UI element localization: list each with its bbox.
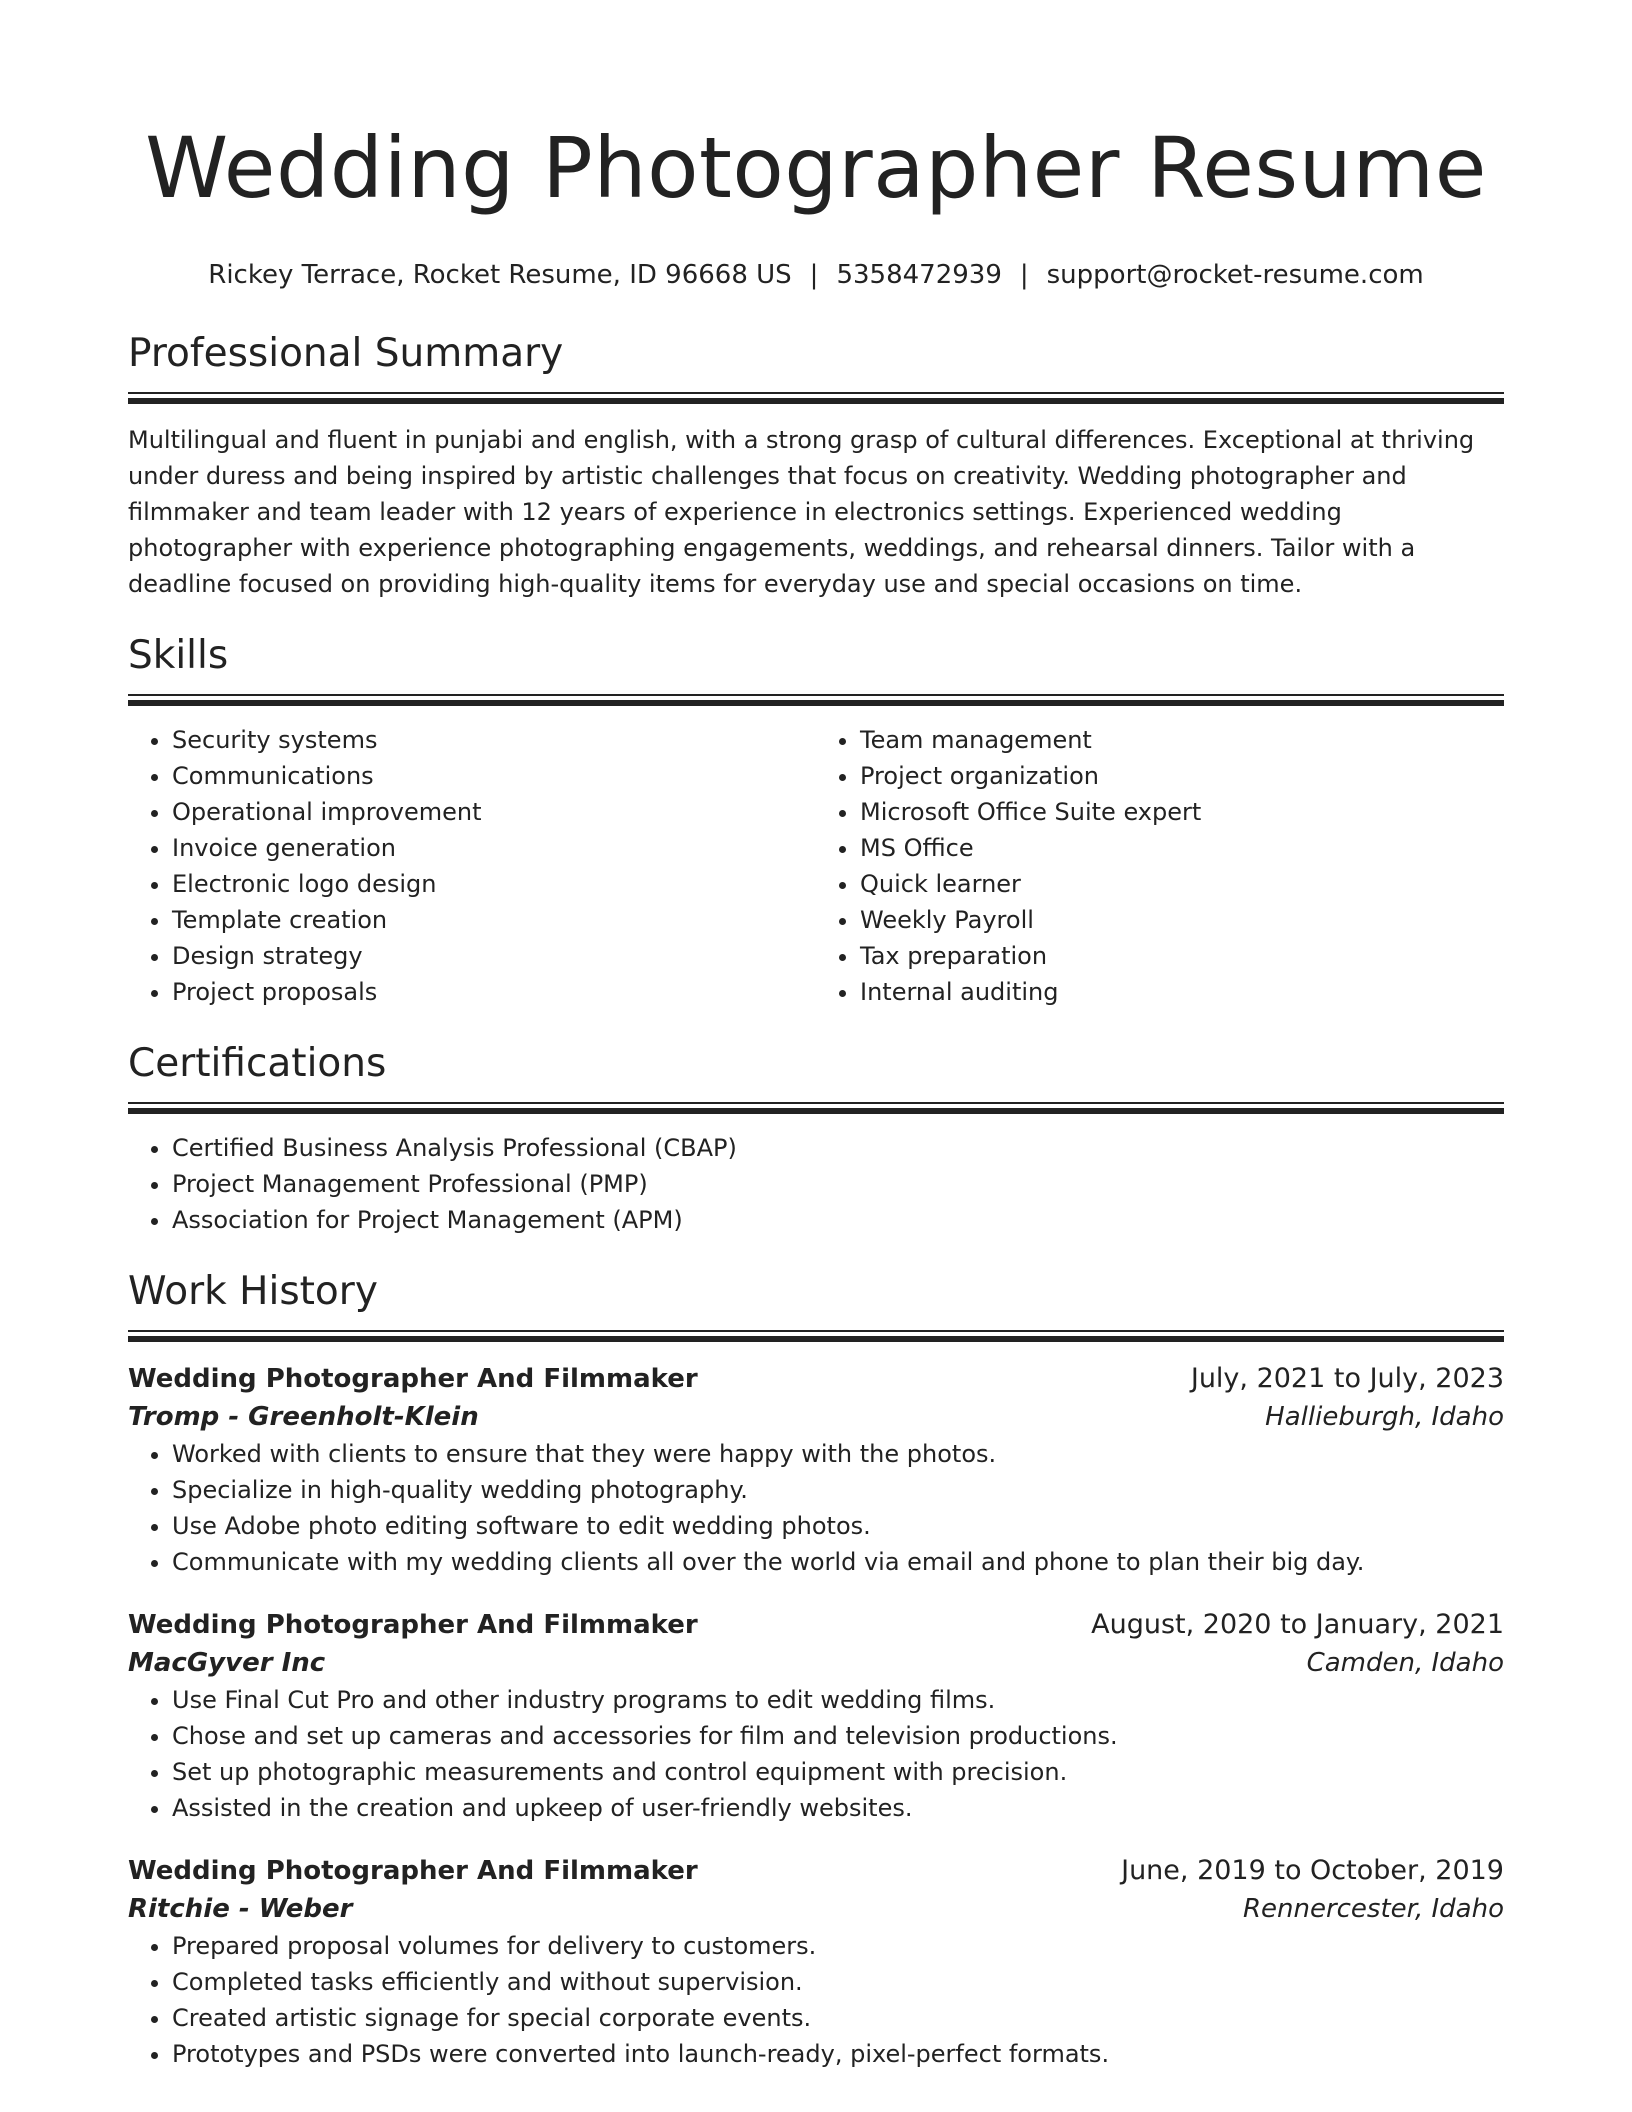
certifications-section	[128, 1040, 1504, 1238]
job-bullet: • Completed tasks efficiently and without supervision.	[172, 1964, 1504, 2000]
job-bullet: • Use Final Cut Pro and other industry programs to edit wedding films.	[172, 1682, 1504, 1718]
job-entry	[128, 1852, 1504, 2072]
work-history-section	[128, 1268, 1504, 2072]
contact-address: Rickey Terrace, Rocket Resume, ID 96668 US	[208, 260, 792, 290]
job-entry	[128, 1360, 1504, 1580]
job-bullet: • Specialize in high-quality wedding photography.	[172, 1472, 1504, 1508]
job-bullets	[128, 1928, 1504, 2072]
skill-item: • MS Office	[860, 830, 1504, 866]
skill-item: • Weekly Payroll	[860, 902, 1504, 938]
job-header	[128, 1852, 1504, 1890]
contact-line	[128, 258, 1504, 292]
skill-item: • Communications	[172, 758, 816, 794]
contact-phone: 5358472939	[836, 260, 1002, 290]
skill-item: • Team management	[860, 722, 1504, 758]
resume-title: Wedding Photographer Resume	[145, 119, 1487, 217]
job-title: Wedding Photographer And Filmmaker	[128, 1856, 698, 1886]
skills-list-right	[816, 722, 1504, 1010]
skill-item: • Internal auditing	[860, 974, 1504, 1010]
summary-text: Multilingual and fluent in punjabi and english, with a strong grasp of cultural differences. Exceptional at thriving under duress and being inspired by artistic challenges that focus on creativity. Wedding photographer and filmmaker and team leader with 12 years of experience in electronics settings. Experienced wedding photographer with experience photographing engagements, weddings, and rehearsal dinners. Tailor with a deadline focused on providing high-quality items for everyday use and special occasions on time.	[128, 426, 1475, 598]
job-bullet: • Worked with clients to ensure that they were happy with the photos.	[172, 1436, 1504, 1472]
job-location: Hallieburgh, Idaho	[1265, 1402, 1504, 1432]
job-bullet: • Set up photographic measurements and control equipment with precision.	[172, 1754, 1504, 1790]
section-divider	[128, 1330, 1504, 1342]
skill-item: • Tax preparation	[860, 938, 1504, 974]
job-bullet: • Created artistic signage for special corporate events.	[172, 2000, 1504, 2036]
job-subheader	[128, 1890, 1504, 1928]
skills-columns	[128, 722, 1504, 1010]
skill-item: • Operational improvement	[172, 794, 816, 830]
section-heading-summary: Professional Summary	[128, 331, 564, 376]
job-dates: June, 2019 to October, 2019	[1121, 1855, 1504, 1886]
certification-item: • Project Management Professional (PMP)	[172, 1166, 1504, 1202]
section-heading-work-history: Work History	[128, 1269, 378, 1314]
skills-list-left	[128, 722, 816, 1010]
job-subheader	[128, 1398, 1504, 1436]
job-bullet: • Use Adobe photo editing software to edit wedding photos.	[172, 1508, 1504, 1544]
job-bullets	[128, 1436, 1504, 1580]
skill-item: • Microsoft Office Suite expert	[860, 794, 1504, 830]
section-heading-skills: Skills	[128, 633, 229, 678]
contact-email: support@rocket-resume.com	[1046, 260, 1424, 290]
skill-item: • Template creation	[172, 902, 816, 938]
section-divider	[128, 694, 1504, 706]
job-title: Wedding Photographer And Filmmaker	[128, 1364, 698, 1394]
job-header	[128, 1606, 1504, 1644]
job-dates: July, 2021 to July, 2023	[1190, 1363, 1504, 1394]
job-company: Ritchie - Weber	[128, 1894, 353, 1924]
certification-item: • Certified Business Analysis Professional (CBAP)	[172, 1130, 1504, 1166]
section-divider	[128, 1102, 1504, 1114]
skill-item: • Project proposals	[172, 974, 816, 1010]
job-bullet: • Assisted in the creation and upkeep of user-friendly websites.	[172, 1790, 1504, 1826]
job-title: Wedding Photographer And Filmmaker	[128, 1610, 698, 1640]
contact-separator: |	[809, 260, 819, 290]
job-bullet: • Prepared proposal volumes for delivery to customers.	[172, 1928, 1504, 1964]
summary-section	[128, 330, 1504, 602]
skill-item: • Project organization	[860, 758, 1504, 794]
job-bullets	[128, 1682, 1504, 1826]
job-entry	[128, 1606, 1504, 1826]
job-location: Rennercester, Idaho	[1242, 1894, 1504, 1924]
job-company: Tromp - Greenholt-Klein	[128, 1402, 479, 1432]
skill-item: • Electronic logo design	[172, 866, 816, 902]
skills-section	[128, 632, 1504, 1010]
skill-item: • Quick learner	[860, 866, 1504, 902]
job-bullet: • Chose and set up cameras and accessories for film and television productions.	[172, 1718, 1504, 1754]
job-company: MacGyver Inc	[128, 1648, 326, 1678]
section-heading-certifications: Certifications	[128, 1041, 387, 1086]
skill-item: • Security systems	[172, 722, 816, 758]
skill-item: • Invoice generation	[172, 830, 816, 866]
skill-item: • Design strategy	[172, 938, 816, 974]
job-bullet: • Communicate with my wedding clients all over the world via email and phone to plan their big day.	[172, 1544, 1504, 1580]
section-divider	[128, 392, 1504, 404]
contact-separator: |	[1019, 260, 1029, 290]
job-location: Camden, Idaho	[1306, 1648, 1504, 1678]
job-header	[128, 1360, 1504, 1398]
job-subheader	[128, 1644, 1504, 1682]
skills-column-left	[128, 722, 816, 1010]
job-bullet: • Prototypes and PSDs were converted into launch-ready, pixel-perfect formats.	[172, 2036, 1504, 2072]
certification-item: • Association for Project Management (APM)	[172, 1202, 1504, 1238]
skills-column-right	[816, 722, 1504, 1010]
job-dates: August, 2020 to January, 2021	[1091, 1609, 1504, 1640]
certifications-list	[128, 1130, 1504, 1238]
